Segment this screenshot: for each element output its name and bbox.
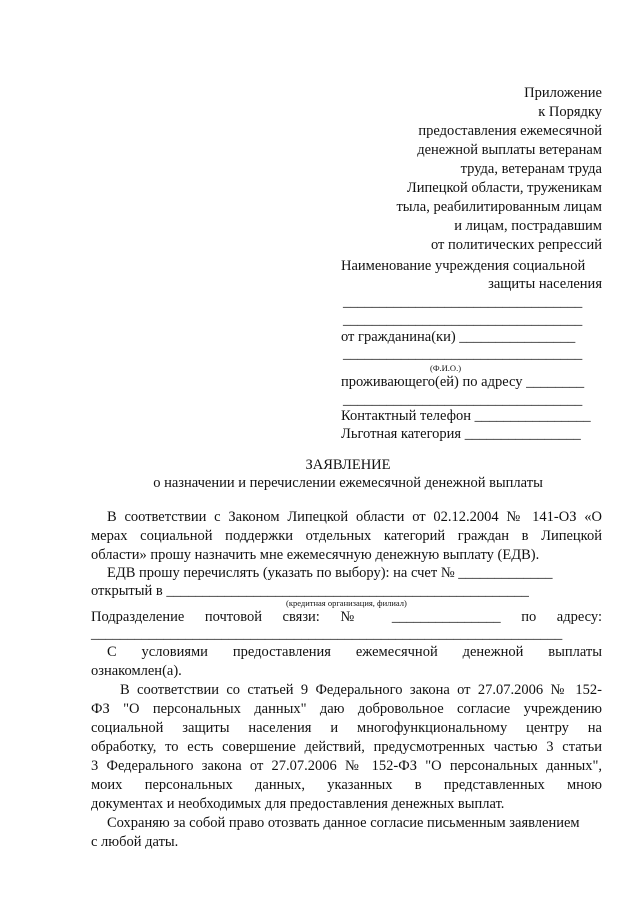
account-field[interactable]: ЕДВ прошу перечислять (указать по выбору): на счет № _____________ [107,565,553,581]
appendix-line: от политических репрессий [430,237,602,253]
paragraph-line: ознакомлен(а). [91,663,182,679]
paragraph-line: В соответствии со статьей 9 Федерального закона от 27.07.2006 № 152- [120,682,602,698]
appendix-line: и лицам, пострадавшим [454,218,602,234]
appendix-line: денежной выплаты ветеранам [417,142,602,158]
address-blank[interactable]: _________________________________ [343,392,583,408]
paragraph-line: С условиями предоставления ежемесячной денежной выплаты [107,644,602,660]
paragraph-line: 3 Федерального закона от 27.07.2006 № 152-ФЗ "О персональных данных", [91,758,602,774]
paragraph-line: Сохраняю за собой право отозвать данное согласие письменным заявлением [107,815,580,831]
institution-blank[interactable]: _________________________________ [343,312,583,328]
citizen-field[interactable]: от гражданина(ки) ________________ [341,329,576,345]
post-address-blank[interactable]: _________________________________________________________________ [91,626,563,642]
paragraph-line: мерах социальной поддержки отдельных категорий граждан в Липецкой [91,528,602,544]
fio-caption: (Ф.И.О.) [430,363,462,373]
address-field[interactable]: проживающего(ей) по адресу ________ [341,374,585,390]
institution-blank[interactable]: _________________________________ [343,294,583,310]
appendix-line: Липецкой области, труженикам [406,180,602,196]
appendix-line: тыла, реабилитированным лицам [396,199,602,215]
paragraph-line: социальной защиты населения и многофункциональному центру на [91,720,602,736]
citizen-blank[interactable]: _________________________________ [343,346,583,362]
post-office-field[interactable]: Подразделение почтовой связи: № _______________ по адресу: [91,609,602,625]
appendix-line: Приложение [524,85,602,101]
institution-label: Наименование учреждения социальной [341,258,586,274]
paragraph-line: области» прошу назначить мне ежемесячную денежную выплату (ЕДВ). [91,547,540,563]
paragraph-line: с любой даты. [91,834,179,850]
paragraph-line: обработку, то есть совершение действий, предусмотренных частью 3 статьи [91,739,602,755]
appendix-line: предоставления ежемесячной [418,123,602,139]
phone-field[interactable]: Контактный телефон ________________ [341,408,591,424]
appendix-line: труда, ветеранам труда [460,161,602,177]
paragraph-line: моих персональных данных, указанных в представленных мною [91,777,602,793]
bank-field[interactable]: открытый в __________________________________________________ [91,583,529,599]
document-subtitle: о назначении и перечислении ежемесячной денежной выплаты [153,475,543,491]
bank-caption: (кредитная организация, филиал) [286,598,407,608]
document-title: ЗАЯВЛЕНИЕ [305,457,391,473]
paragraph-line: В соответствии с Законом Липецкой области от 02.12.2004 № 141-ОЗ «О [107,509,602,525]
paragraph-line: ФЗ "О персональных данных" даю добровольное согласие учреждению [91,701,602,717]
institution-label-2: защиты населения [488,276,602,292]
paragraph-line: документах и необходимых для предоставления денежных выплат. [91,796,505,812]
category-field[interactable]: Льготная категория ________________ [341,426,581,442]
appendix-line: к Порядку [538,104,602,120]
